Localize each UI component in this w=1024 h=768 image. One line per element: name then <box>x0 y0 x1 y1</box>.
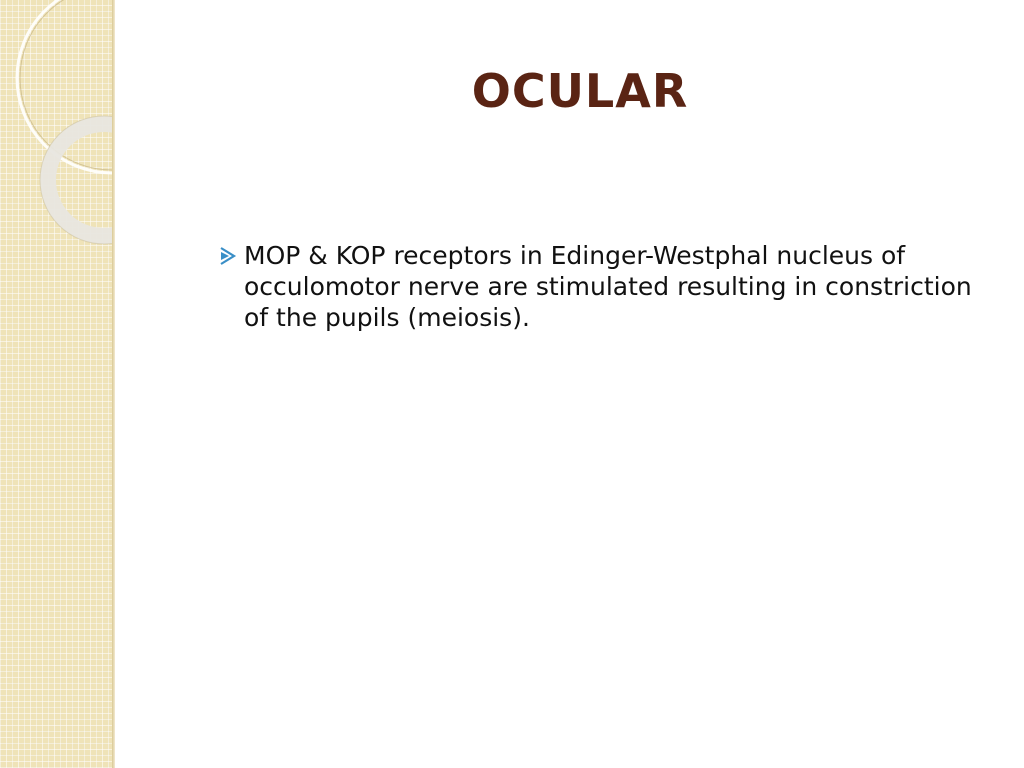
sidebar-border <box>112 0 115 768</box>
bullet-text: MOP & KOP receptors in Edinger-Westphal nucleus of occulomotor nerve are stimulated resulting in constriction of the pupils (meiosis). <box>244 241 972 332</box>
bullet-list <box>218 240 988 333</box>
arrow-bullet-icon <box>218 246 240 266</box>
decorative-sidebar <box>0 0 112 768</box>
decorative-circles <box>0 0 112 768</box>
slide-title: OCULAR <box>471 64 689 118</box>
bullet-item <box>218 240 988 333</box>
